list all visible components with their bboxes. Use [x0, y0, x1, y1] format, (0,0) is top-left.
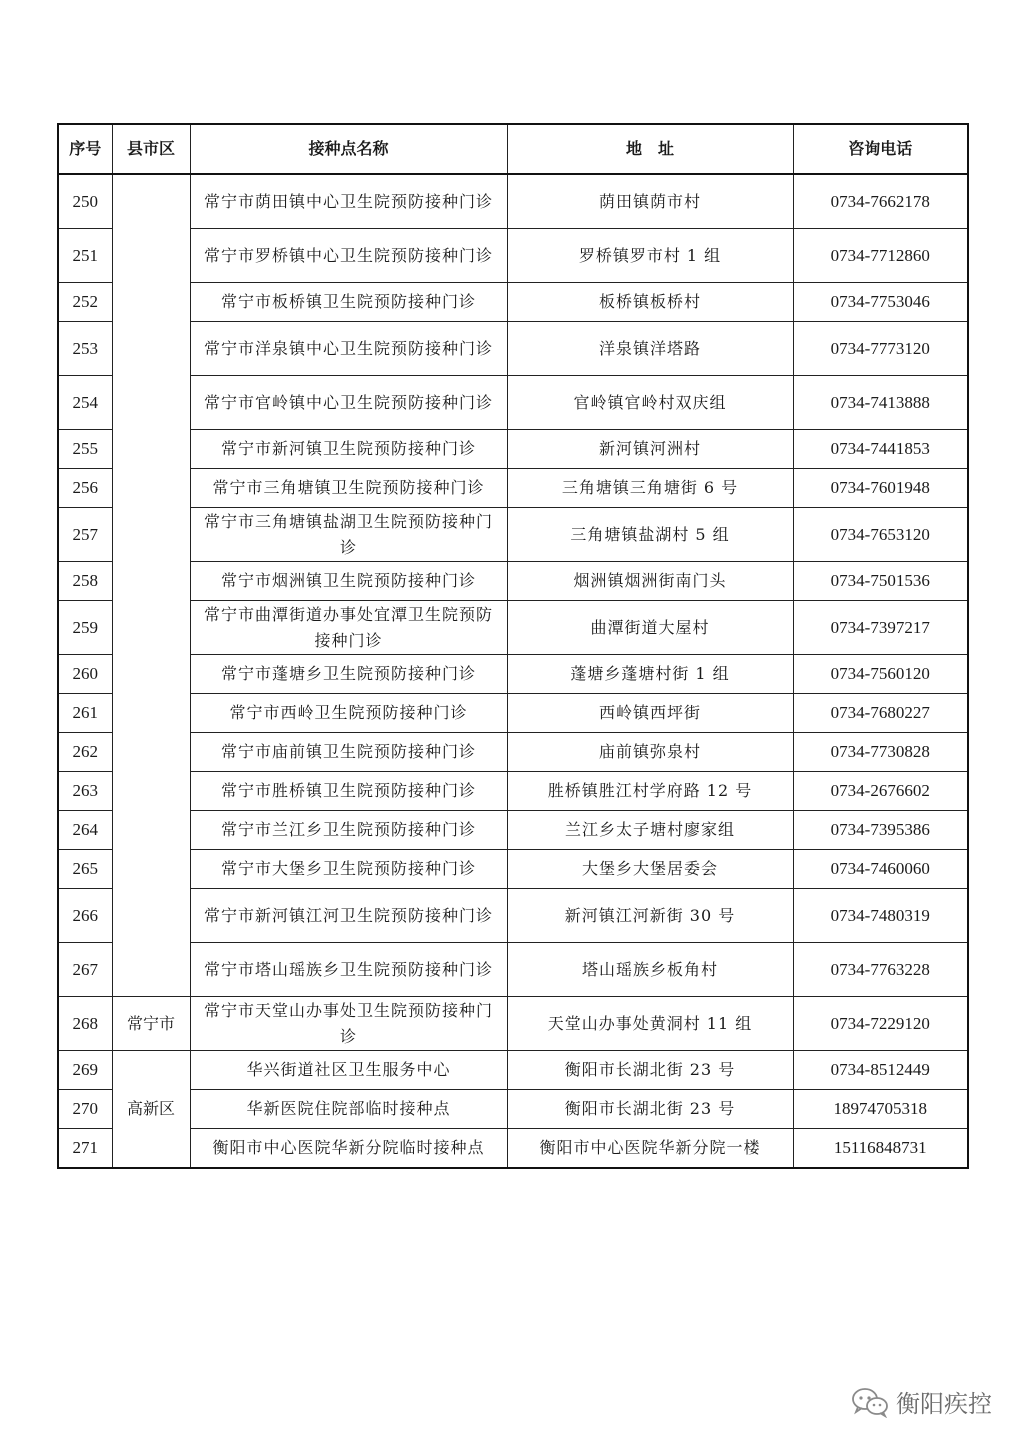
row-address: 衡阳市长湖北街 23 号	[507, 1051, 793, 1090]
row-address: 衡阳市中心医院华新分院一楼	[507, 1129, 793, 1169]
table-row	[58, 655, 968, 694]
row-phone: 0734-7501536	[793, 562, 968, 601]
row-no: 250	[58, 174, 112, 229]
row-site-name: 常宁市罗桥镇中心卫生院预防接种门诊	[190, 229, 507, 283]
row-phone: 0734-7763228	[793, 943, 968, 997]
table-row	[58, 229, 968, 283]
row-address: 兰江乡太子塘村廖家组	[507, 811, 793, 850]
row-no: 252	[58, 283, 112, 322]
vaccination-sites-table	[57, 123, 969, 1169]
row-address: 新河镇河洲村	[507, 430, 793, 469]
row-site-name: 常宁市兰江乡卫生院预防接种门诊	[190, 811, 507, 850]
row-no: 260	[58, 655, 112, 694]
row-site-name: 常宁市西岭卫生院预防接种门诊	[190, 694, 507, 733]
row-site-name: 常宁市三角塘镇盐湖卫生院预防接种门诊	[190, 508, 507, 562]
row-no: 259	[58, 601, 112, 655]
row-phone: 18974705318	[793, 1090, 968, 1129]
row-phone: 0734-2676602	[793, 772, 968, 811]
row-address: 烟洲镇烟洲街南门头	[507, 562, 793, 601]
row-site-name: 常宁市庙前镇卫生院预防接种门诊	[190, 733, 507, 772]
row-no: 262	[58, 733, 112, 772]
row-phone: 0734-7441853	[793, 430, 968, 469]
header-address: 地 址	[507, 124, 793, 174]
table-row	[58, 322, 968, 376]
row-site-name: 常宁市官岭镇中心卫生院预防接种门诊	[190, 376, 507, 430]
row-address: 大堡乡大堡居委会	[507, 850, 793, 889]
row-site-name: 常宁市新河镇江河卫生院预防接种门诊	[190, 889, 507, 943]
row-site-name: 华兴街道社区卫生服务中心	[190, 1051, 507, 1090]
row-no: 255	[58, 430, 112, 469]
row-site-name: 常宁市胜桥镇卫生院预防接种门诊	[190, 772, 507, 811]
row-no: 261	[58, 694, 112, 733]
row-no: 263	[58, 772, 112, 811]
row-address: 蓬塘乡蓬塘村街 1 组	[507, 655, 793, 694]
row-phone: 0734-7680227	[793, 694, 968, 733]
row-phone: 0734-7601948	[793, 469, 968, 508]
table-row	[58, 889, 968, 943]
row-site-name: 常宁市曲潭街道办事处宜潭卫生院预防接种门诊	[190, 601, 507, 655]
table-row	[58, 997, 968, 1051]
table-row	[58, 376, 968, 430]
row-no: 254	[58, 376, 112, 430]
table-row	[58, 733, 968, 772]
table-row	[58, 508, 968, 562]
row-no: 258	[58, 562, 112, 601]
row-no: 256	[58, 469, 112, 508]
county-cell-changning: 常宁市	[112, 997, 190, 1051]
row-site-name: 常宁市荫田镇中心卫生院预防接种门诊	[190, 174, 507, 229]
watermark-text: 衡阳疾控	[896, 1390, 992, 1418]
header-county: 县市区	[112, 124, 190, 174]
table-row	[58, 601, 968, 655]
row-site-name: 常宁市天堂山办事处卫生院预防接种门诊	[190, 997, 507, 1051]
row-no: 269	[58, 1051, 112, 1090]
row-site-name: 华新医院住院部临时接种点	[190, 1090, 507, 1129]
row-phone: 0734-7653120	[793, 508, 968, 562]
row-address: 荫田镇荫市村	[507, 174, 793, 229]
row-address: 板桥镇板桥村	[507, 283, 793, 322]
table-row	[58, 772, 968, 811]
table-header-row	[58, 124, 968, 174]
row-site-name: 衡阳市中心医院华新分院临时接种点	[190, 1129, 507, 1169]
row-phone: 0734-7753046	[793, 283, 968, 322]
row-address: 衡阳市长湖北街 23 号	[507, 1090, 793, 1129]
header-phone: 咨询电话	[793, 124, 968, 174]
county-cell-blank	[112, 174, 190, 997]
row-address: 塔山瑶族乡板角村	[507, 943, 793, 997]
row-site-name: 常宁市蓬塘乡卫生院预防接种门诊	[190, 655, 507, 694]
table-row	[58, 469, 968, 508]
row-address: 罗桥镇罗市村 1 组	[507, 229, 793, 283]
row-phone: 0734-8512449	[793, 1051, 968, 1090]
row-site-name: 常宁市塔山瑶族乡卫生院预防接种门诊	[190, 943, 507, 997]
header-site-name: 接种点名称	[190, 124, 507, 174]
wechat-icon	[850, 1386, 890, 1418]
table-row	[58, 811, 968, 850]
row-no: 271	[58, 1129, 112, 1169]
county-cell-gaoxin: 高新区	[112, 1051, 190, 1169]
row-phone: 0734-7480319	[793, 889, 968, 943]
row-phone: 15116848731	[793, 1129, 968, 1169]
table-row	[58, 850, 968, 889]
row-address: 三角塘镇盐湖村 5 组	[507, 508, 793, 562]
row-phone: 0734-7730828	[793, 733, 968, 772]
row-phone: 0734-7397217	[793, 601, 968, 655]
row-phone: 0734-7662178	[793, 174, 968, 229]
table-row	[58, 1129, 968, 1169]
table-row	[58, 283, 968, 322]
row-address: 官岭镇官岭村双庆组	[507, 376, 793, 430]
row-no: 253	[58, 322, 112, 376]
table-row	[58, 1090, 968, 1129]
row-phone: 0734-7712860	[793, 229, 968, 283]
row-phone: 0734-7229120	[793, 997, 968, 1051]
row-no: 264	[58, 811, 112, 850]
row-site-name: 常宁市大堡乡卫生院预防接种门诊	[190, 850, 507, 889]
row-address: 三角塘镇三角塘街 6 号	[507, 469, 793, 508]
row-address: 庙前镇弥泉村	[507, 733, 793, 772]
table-row	[58, 1051, 968, 1090]
row-phone: 0734-7413888	[793, 376, 968, 430]
row-no: 266	[58, 889, 112, 943]
row-phone: 0734-7773120	[793, 322, 968, 376]
table-row	[58, 694, 968, 733]
row-address: 西岭镇西坪街	[507, 694, 793, 733]
row-phone: 0734-7460060	[793, 850, 968, 889]
vaccination-sites-table-sheet	[57, 123, 967, 1169]
row-no: 265	[58, 850, 112, 889]
row-phone: 0734-7395386	[793, 811, 968, 850]
row-site-name: 常宁市洋泉镇中心卫生院预防接种门诊	[190, 322, 507, 376]
row-phone: 0734-7560120	[793, 655, 968, 694]
watermark	[850, 1384, 992, 1419]
row-address: 天堂山办事处黄洞村 11 组	[507, 997, 793, 1051]
row-address: 新河镇江河新街 30 号	[507, 889, 793, 943]
row-no: 268	[58, 997, 112, 1051]
row-address: 胜桥镇胜江村学府路 12 号	[507, 772, 793, 811]
row-no: 257	[58, 508, 112, 562]
row-site-name: 常宁市新河镇卫生院预防接种门诊	[190, 430, 507, 469]
row-address: 曲潭街道大屋村	[507, 601, 793, 655]
row-site-name: 常宁市烟洲镇卫生院预防接种门诊	[190, 562, 507, 601]
table-row	[58, 943, 968, 997]
row-address: 洋泉镇洋塔路	[507, 322, 793, 376]
table-row	[58, 174, 968, 229]
row-site-name: 常宁市三角塘镇卫生院预防接种门诊	[190, 469, 507, 508]
row-site-name: 常宁市板桥镇卫生院预防接种门诊	[190, 283, 507, 322]
row-no: 251	[58, 229, 112, 283]
row-no: 270	[58, 1090, 112, 1129]
table-row	[58, 562, 968, 601]
table-row	[58, 430, 968, 469]
row-no: 267	[58, 943, 112, 997]
header-no: 序号	[58, 124, 112, 174]
